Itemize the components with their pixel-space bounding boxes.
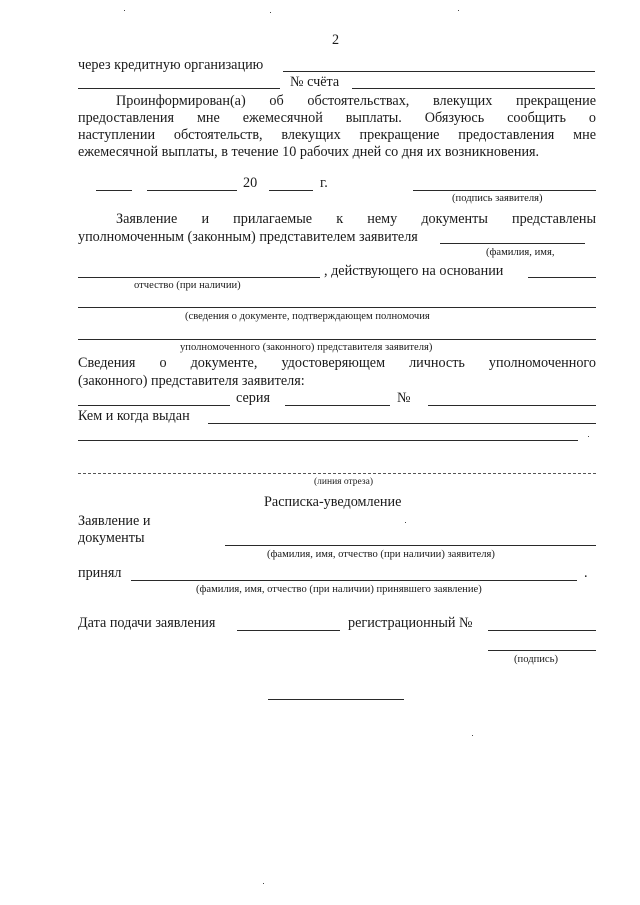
issued-by-line[interactable]: [208, 423, 596, 424]
account-number-line[interactable]: [352, 88, 595, 89]
scan-speck: [458, 10, 459, 11]
fio-caption-1: (фамилия, имя,: [486, 247, 555, 258]
applicant-fio-caption: (фамилия, имя, отчество (при наличии) заявителя): [267, 549, 495, 560]
registration-number-line[interactable]: [488, 630, 596, 631]
receipt-title: Расписка-уведомление: [264, 494, 402, 510]
applicant-fio-line[interactable]: [225, 545, 596, 546]
receiver-fio-caption: (фамилия, имя, отчество (при наличии) принявшего заявление): [196, 584, 482, 595]
representative-fio-line[interactable]: [440, 243, 585, 244]
applicant-signature-caption: (подпись заявителя): [452, 193, 543, 204]
receiver-fio-line[interactable]: [131, 580, 577, 581]
series-line[interactable]: [285, 405, 390, 406]
notice-line-4: ежемесячной выплаты, в течение 10 рабочих дней со дня их возникновения.: [78, 144, 540, 160]
bank-name-line[interactable]: [283, 71, 595, 72]
authority-document-line-2[interactable]: [78, 339, 596, 340]
authority-document-line[interactable]: [78, 307, 596, 308]
identity-number-line[interactable]: [428, 405, 596, 406]
scan-speck: [124, 10, 125, 11]
date-month-line[interactable]: [147, 190, 237, 191]
issued-by-line-2[interactable]: [78, 440, 578, 441]
acting-basis-label: , действующего на основании: [324, 263, 504, 279]
via-bank-label: через кредитную организацию: [78, 57, 264, 73]
application-docs-label-2: документы: [78, 530, 145, 546]
accepted-label: принял: [78, 565, 122, 581]
identity-line-2: (законного) представителя заявителя:: [78, 373, 305, 389]
date-year-line[interactable]: [269, 190, 313, 191]
scan-speck: [263, 883, 264, 884]
notice-line-3: наступлении обстоятельств, влекущих прекращение предоставления мне: [78, 127, 596, 143]
representative-fio-line-2[interactable]: [78, 277, 320, 278]
authority-document-caption: (сведения о документе, подтверждающем полномочия: [185, 311, 430, 322]
application-docs-label-1: Заявление и: [78, 513, 151, 529]
date-day-line[interactable]: [96, 190, 132, 191]
basis-line[interactable]: [528, 277, 596, 278]
series-label: серия: [236, 390, 270, 406]
cut-line: [78, 473, 596, 474]
scan-speck: [472, 735, 473, 736]
authority-document-caption-2: уполномоченного (законного) представителя заявителя): [180, 342, 433, 353]
submission-date-label: Дата подачи заявления: [78, 615, 216, 631]
notice-line-1: Проинформирован(а) об обстоятельствах, влекущих прекращение: [116, 93, 596, 109]
receipt-signature-caption: (подпись): [514, 654, 558, 665]
representative-line-2: уполномоченным (законным) представителем заявителя: [78, 229, 418, 245]
bank-name-line-2[interactable]: [78, 88, 280, 89]
applicant-signature-line[interactable]: [413, 190, 596, 191]
year-suffix: г.: [320, 175, 328, 191]
identity-doc-type-line[interactable]: [78, 405, 230, 406]
cut-line-caption: (линия отреза): [314, 477, 374, 487]
page-number: 2: [332, 32, 340, 48]
scan-speck: [588, 436, 589, 437]
notice-line-2: предоставления мне ежемесячной выплаты. Обязуюсь сообщить о: [78, 110, 596, 126]
accepted-dot: .: [584, 565, 588, 581]
receipt-signature-line[interactable]: [488, 650, 596, 651]
registration-number-label: регистрационный №: [348, 615, 473, 631]
closing-separator: [268, 699, 404, 700]
scan-speck: [270, 12, 271, 13]
submission-date-line[interactable]: [237, 630, 340, 631]
year-prefix: 20: [243, 175, 258, 191]
scan-speck: [405, 522, 406, 523]
account-label: № счёта: [290, 74, 340, 90]
number-label: №: [397, 390, 411, 406]
fio-caption-2: отчество (при наличии): [134, 280, 241, 291]
representative-line-1: Заявление и прилагаемые к нему документы представлены: [116, 211, 596, 227]
identity-line-1: Сведения о документе, удостоверяющем личность уполномоченного: [78, 355, 596, 371]
issued-by-label: Кем и когда выдан: [78, 408, 190, 424]
